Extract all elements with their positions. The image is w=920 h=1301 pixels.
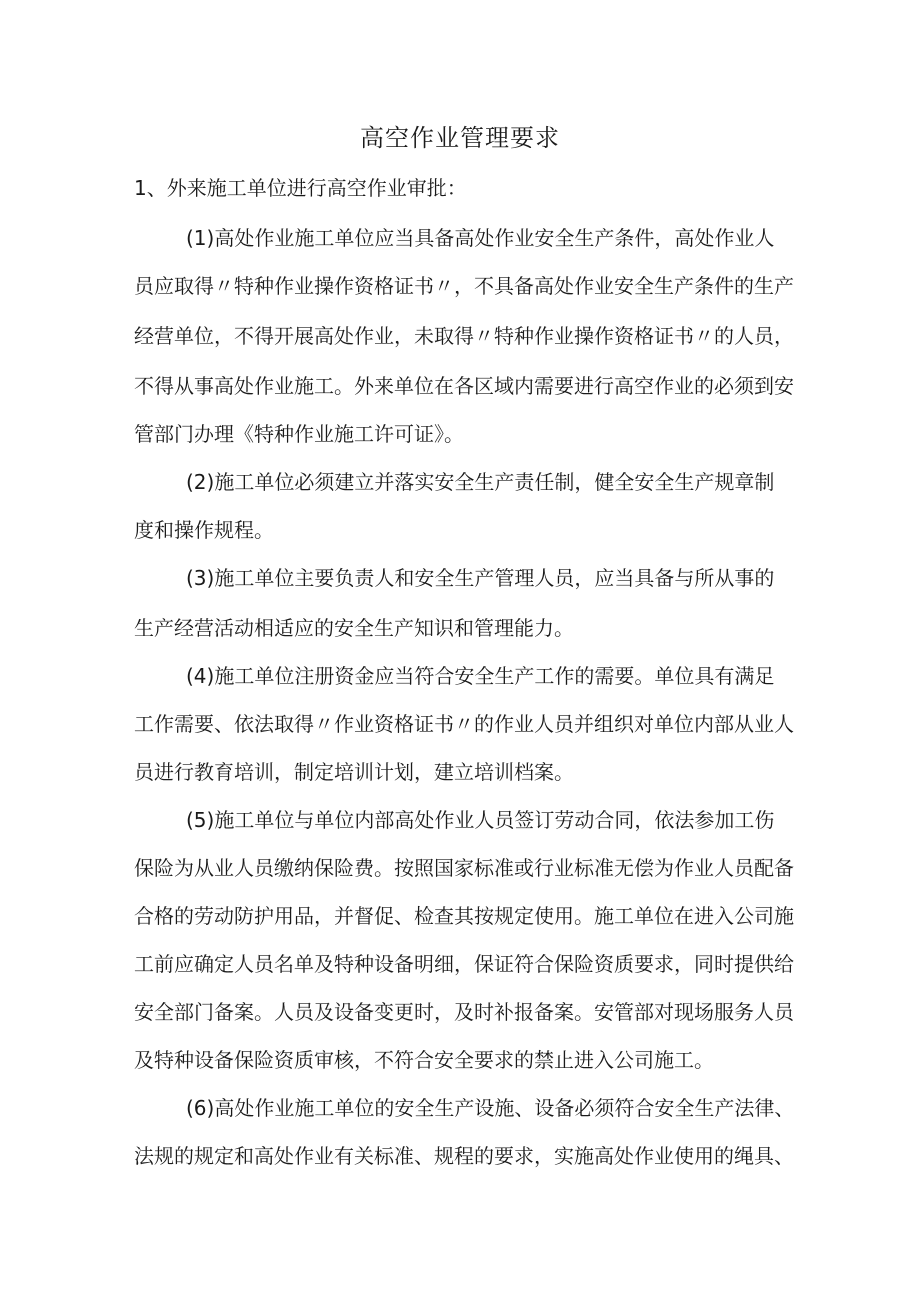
paragraph-line: 法规的规定和高处作业有关标准、规程的要求，实施高处作业使用的绳具、 [134,1144,794,1168]
paragraph-line: 员进行教育培训，制定培训计划，建立培训档案。 [134,760,574,784]
paragraph-line: 不得从事高处作业施工。外来单位在各区域内需要进行高空作业的必须到安 [134,374,794,398]
paragraph-line: 保险为从业人员缴纳保险费。按照国家标准或行业标准无偿为作业人员配备 [134,856,794,880]
paragraph-line: 管部门办理《特种作业施工许可证》。 [134,422,464,446]
paragraph-line: (2)施工单位必须建立并落实安全生产责任制，健全安全生产规章制 [186,470,775,494]
paragraph-line: 工前应确定人员名单及特种设备明细，保证符合保险资质要求，同时提供给 [134,952,794,976]
paragraph-line: 工作需要、依法取得〃作业资格证书〃的作业人员并组织对单位内部从业人 [134,712,794,736]
paragraph-line: 度和操作规程。 [134,518,274,542]
paragraph-line: (1)高处作业施工单位应当具备高处作业安全生产条件，高处作业人 [186,226,775,250]
paragraph-line: (4)施工单位注册资金应当符合安全生产工作的需要。单位具有满足 [186,664,775,688]
paragraph-line: 经营单位，不得开展高处作业，未取得〃特种作业操作资格证书〃的人员， [134,324,794,348]
paragraph-line: 员应取得〃特种作业操作资格证书〃，不具备高处作业安全生产条件的生产 [134,274,794,298]
paragraph-line: (3)施工单位主要负责人和安全生产管理人员，应当具备与所从事的 [186,566,775,590]
paragraph-line: 安全部门备案。人员及设备变更时，及时补报备案。安管部对现场服务人员 [134,1000,794,1024]
section-heading: 1、外来施工单位进行高空作业审批： [134,176,467,200]
paragraph-line: 及特种设备保险资质审核，不符合安全要求的禁止进入公司施工。 [134,1048,714,1072]
paragraph-line: (6)高处作业施工单位的安全生产设施、设备必须符合安全生产法律、 [186,1096,795,1120]
paragraph-line: 生产经营活动相适应的安全生产知识和管理能力。 [134,616,574,640]
paragraph-line: 合格的劳动防护用品，并督促、检查其按规定使用。施工单位在进入公司施 [134,904,794,928]
document-title: 高空作业管理要求 [360,124,560,152]
paragraph-line: (5)施工单位与单位内部高处作业人员签订劳动合同，依法参加工伤 [186,808,775,832]
